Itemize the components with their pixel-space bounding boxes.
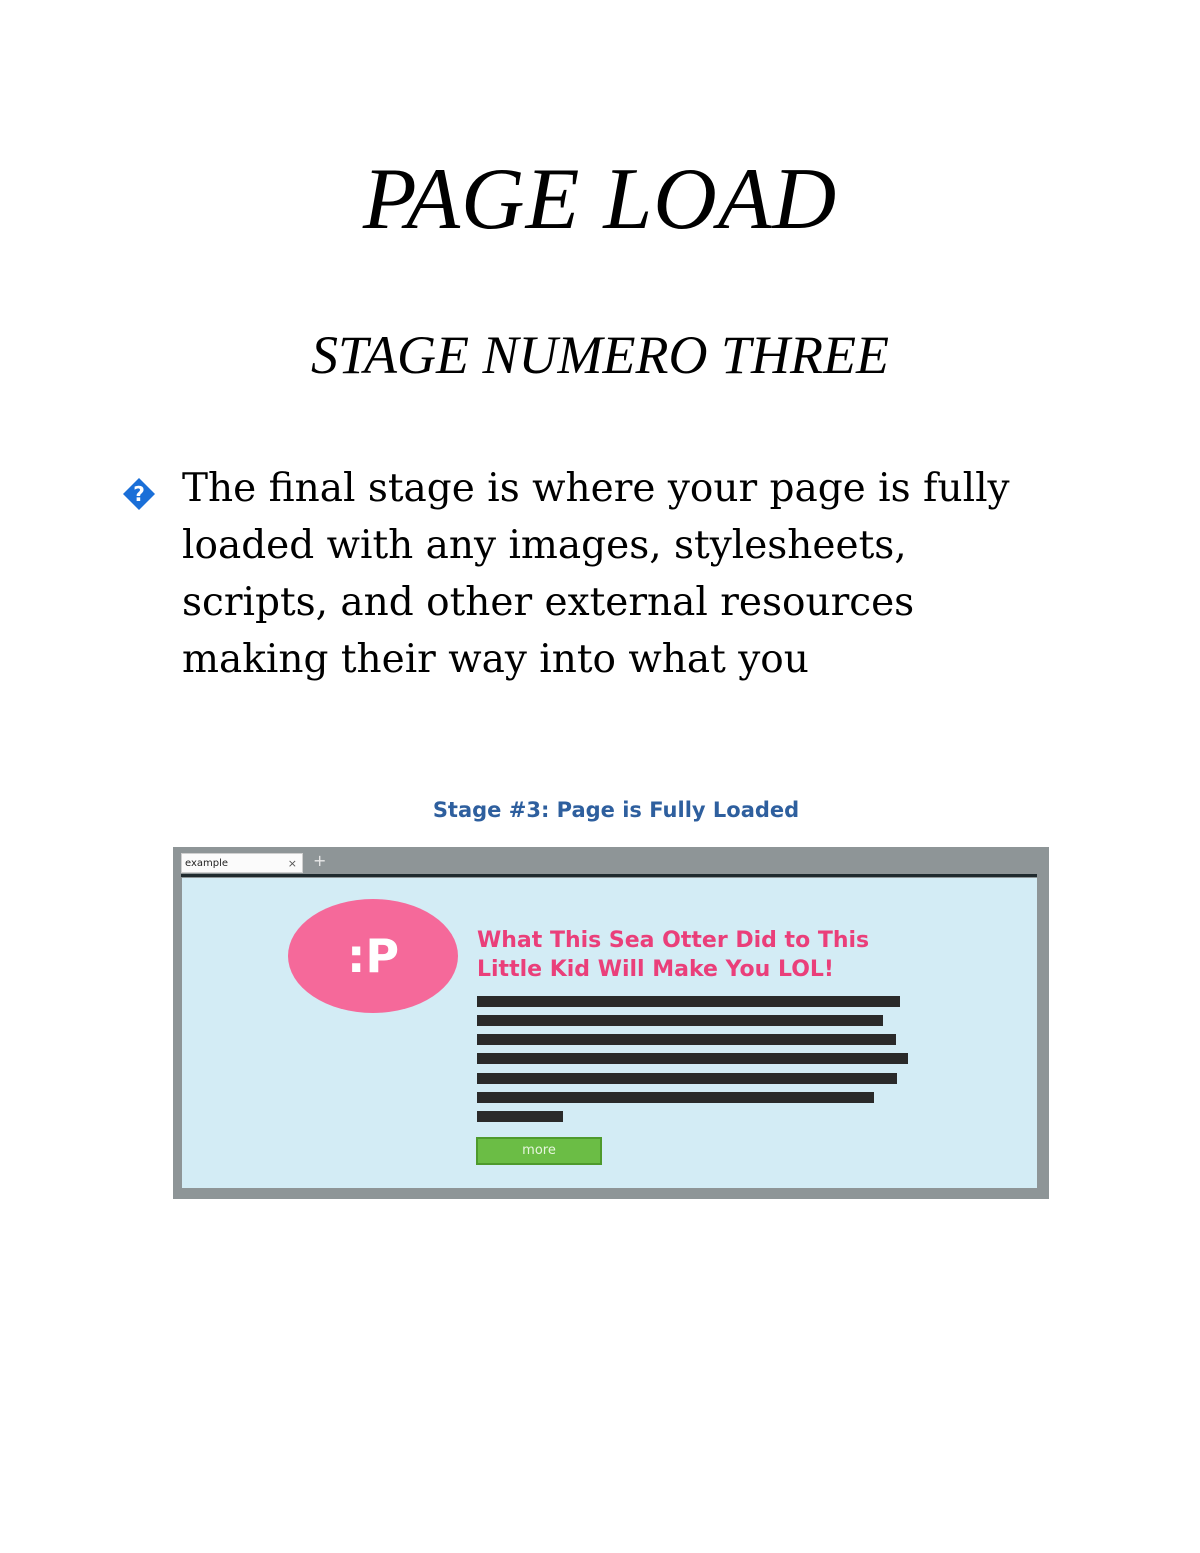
stage-three-figure xyxy=(143,790,1049,1202)
close-icon[interactable]: × xyxy=(287,857,297,870)
figure-caption: Stage #3: Page is Fully Loaded xyxy=(432,798,800,822)
text-line-placeholder xyxy=(477,1092,874,1103)
avatar: :P xyxy=(288,899,458,1013)
toolbar-divider xyxy=(181,874,1037,877)
more-button[interactable]: more xyxy=(476,1137,602,1165)
headline-line-1: What This Sea Otter Did to This xyxy=(477,928,870,953)
svg-text:?: ? xyxy=(133,482,145,506)
text-line-placeholder xyxy=(477,1015,883,1026)
text-line-placeholder xyxy=(477,996,900,1007)
diamond-question-icon xyxy=(122,477,156,511)
text-line-placeholder xyxy=(477,1034,896,1045)
text-line-placeholder xyxy=(477,1111,563,1122)
browser-tab[interactable] xyxy=(181,853,303,873)
bullet-text: The final stage is where your page is fully loaded with any images, stylesheets, scripts, and other external resources making their way into what you xyxy=(182,466,1010,682)
new-tab-icon[interactable]: + xyxy=(313,851,327,870)
headline-line-2: Little Kid Will Make You LOL! xyxy=(477,957,834,982)
text-line-placeholder xyxy=(477,1073,897,1084)
browser-window xyxy=(173,847,1049,1199)
page-title: PAGE LOAD xyxy=(362,151,838,248)
tab-label: example xyxy=(185,858,229,869)
article-headline[interactable] xyxy=(477,926,1017,984)
text-line-placeholder xyxy=(477,1053,908,1064)
page-subtitle: STAGE NUMERO THREE xyxy=(311,325,889,385)
browser-viewport xyxy=(182,878,1037,1188)
